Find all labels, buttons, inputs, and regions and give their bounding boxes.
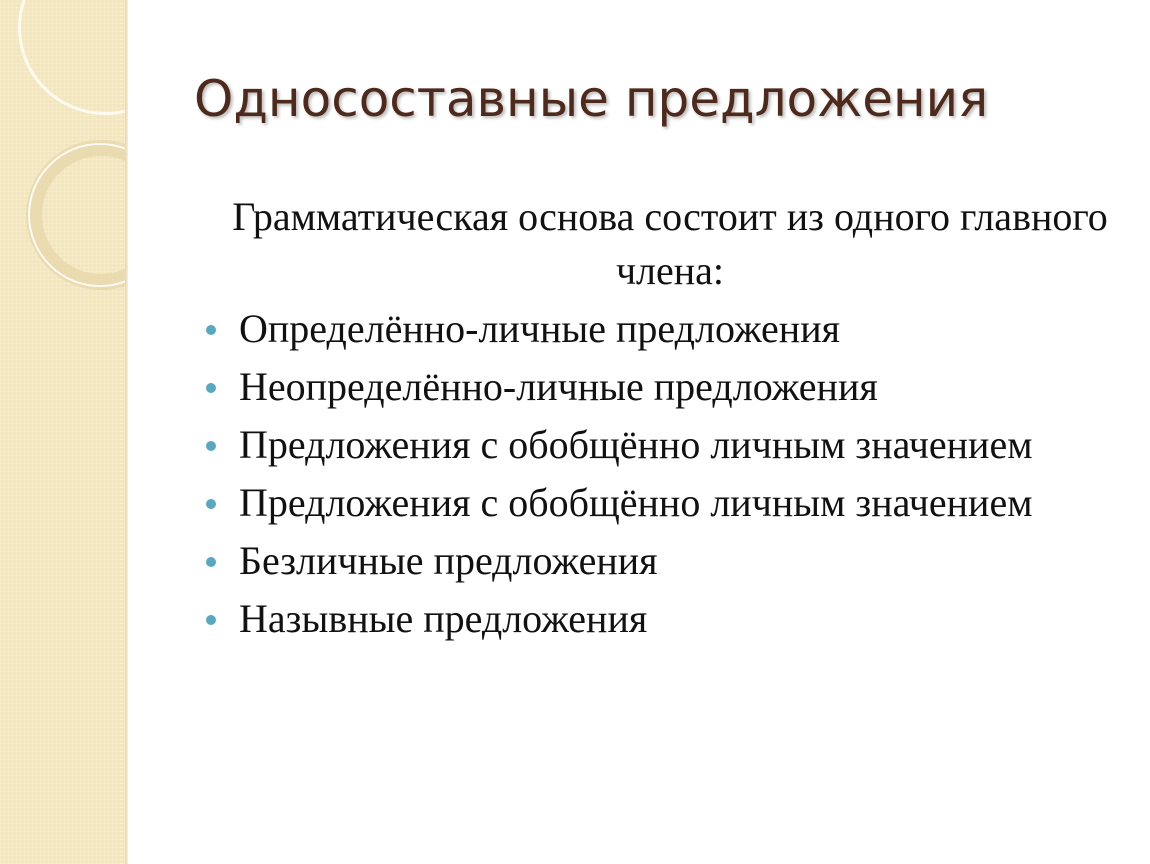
list-item-text: Назывные предложения	[239, 596, 648, 641]
intro-text: Грамматическая основа состоит из одного главного члена:	[232, 194, 1108, 293]
bullet-dot-icon	[206, 615, 216, 625]
list-item-text: Определённо-личные предложения	[239, 306, 841, 351]
list-item	[200, 360, 1120, 414]
side-band-edge	[125, 0, 128, 864]
decorative-circle	[28, 143, 127, 287]
bullet-dot-icon	[206, 499, 216, 509]
decorative-circle	[18, 0, 127, 115]
list-item	[200, 592, 1120, 646]
list-item-text: Предложения с обобщённо личным значением	[239, 480, 1033, 525]
list-item	[200, 476, 1120, 530]
list-item	[200, 534, 1120, 588]
list-item-text: Предложения с обобщённо личным значением	[239, 422, 1033, 467]
slide-title: Односоставные предложения	[194, 70, 989, 128]
slide-content	[200, 190, 1120, 650]
bullet-dot-icon	[206, 325, 216, 335]
decorative-side-band	[0, 0, 127, 864]
bullet-dot-icon	[206, 383, 216, 393]
bullet-dot-icon	[206, 557, 216, 567]
bullet-list	[200, 302, 1120, 646]
list-item-text: Безличные предложения	[239, 538, 658, 583]
list-item	[200, 302, 1120, 356]
bullet-dot-icon	[206, 441, 216, 451]
list-item	[200, 418, 1120, 472]
list-item-text: Неопределённо-личные предложения	[239, 364, 878, 409]
